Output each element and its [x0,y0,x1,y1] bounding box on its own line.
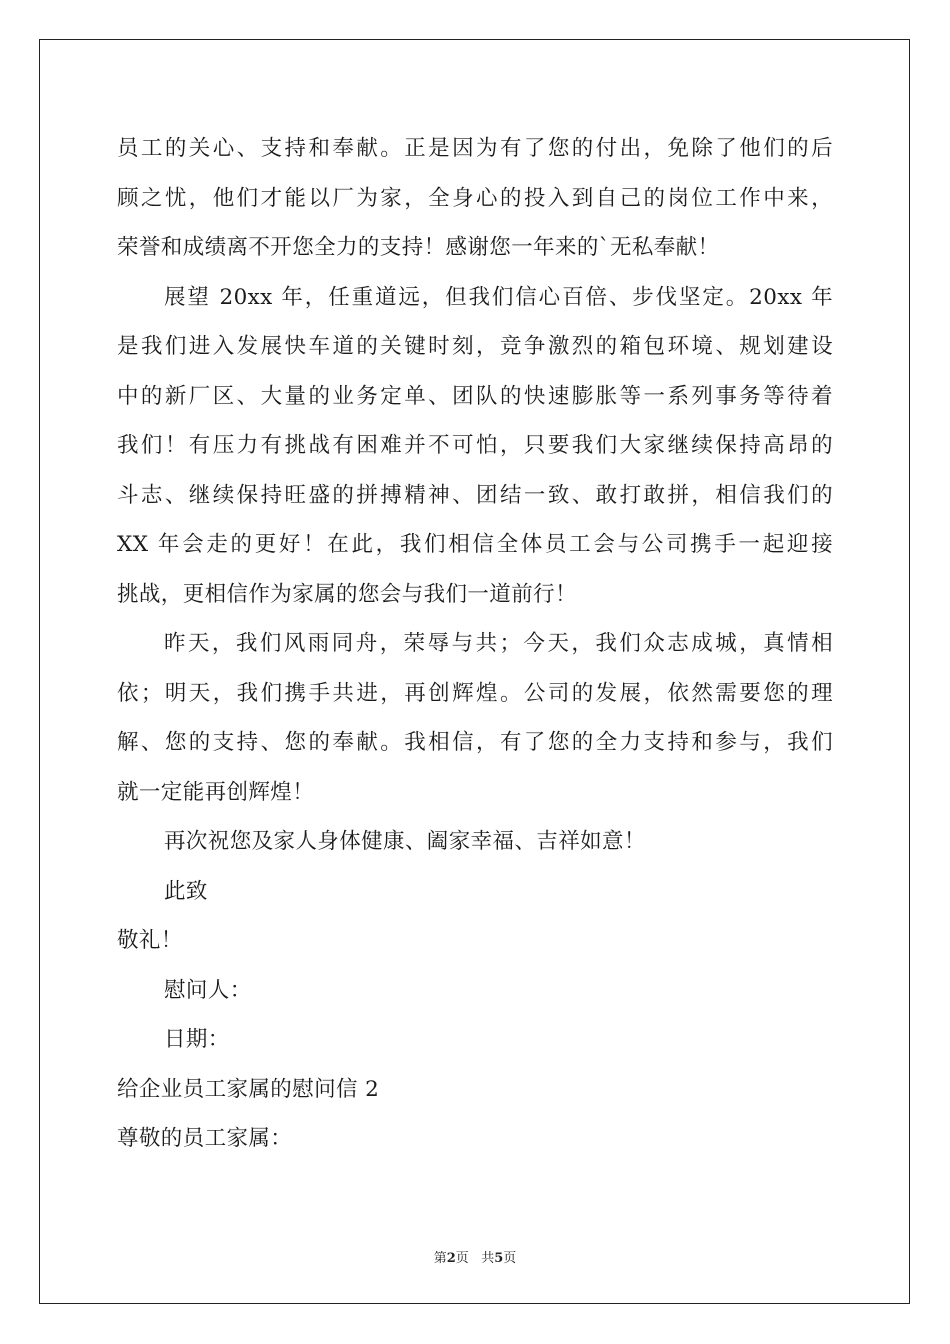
document-body [117,124,833,1164]
text-line: 我们！有压力有挑战有困难并不可怕，只要我们大家继续保持高昂的 [117,433,833,458]
date-line: 日期： [164,1027,230,1052]
footer-total-suffix: 页 [503,1251,517,1266]
total-pages-number: 5 [494,1251,504,1266]
current-page-number: 2 [446,1251,456,1266]
footer-page-word: 页 [455,1251,469,1266]
text-line: XX 年会走的更好！在此，我们相信全体员工会与公司携手一起迎接 [117,532,833,557]
salutation-line: 敬礼！ [117,928,183,953]
text-line: 再次祝您及家人身体健康、阖家幸福、吉祥如意！ [164,829,646,854]
text-line: 斗志、继续保持旺盛的拼搏精神、团结一致、敢打敢拼，相信我们的 [117,482,833,508]
text-line: 员工的关心、支持和奉献。正是因为有了您的付出，免除了他们的后 [117,136,833,161]
text-line: 展望 20xx 年，任重道远，但我们信心百倍、步伐坚定。20xx 年 [164,284,833,310]
text-line: 依；明天，我们携手共进，再创辉煌。公司的发展，依然需要您的理 [117,680,833,706]
text-line: 就一定能再创辉煌！ [117,779,315,805]
page-footer [0,1247,950,1266]
text-line: 是我们进入发展快车道的关键时刻，竞争激烈的箱包环境、规划建设 [117,334,833,359]
text-line: 顾之忧，他们才能以厂为家，全身心的投入到自己的岗位工作中来， [117,185,833,211]
text-line: 解、您的支持、您的奉献。我相信，有了您的全力支持和参与，我们 [117,730,833,755]
footer-prefix: 第 [433,1251,447,1266]
text-line: 昨天，我们风雨同舟，荣辱与共；今天，我们众志成城，真情相 [164,631,833,656]
text-line: 荣誉和成绩离不开您全力的支持！感谢您一年来的`无私奉献！ [117,235,720,260]
text-line: 挑战，更相信作为家属的您会与我们一道前行！ [117,581,577,607]
closing-line: 此致 [164,878,208,904]
signer-line: 慰问人： [164,977,252,1003]
footer-total-prefix: 共 [481,1251,495,1266]
greeting-line: 尊敬的员工家属： [117,1126,293,1151]
section-title: 给企业员工家属的慰问信 2 [117,1076,380,1102]
text-line: 中的新厂区、大量的业务定单、团队的快速膨胀等一系列事务等待着 [117,383,833,409]
